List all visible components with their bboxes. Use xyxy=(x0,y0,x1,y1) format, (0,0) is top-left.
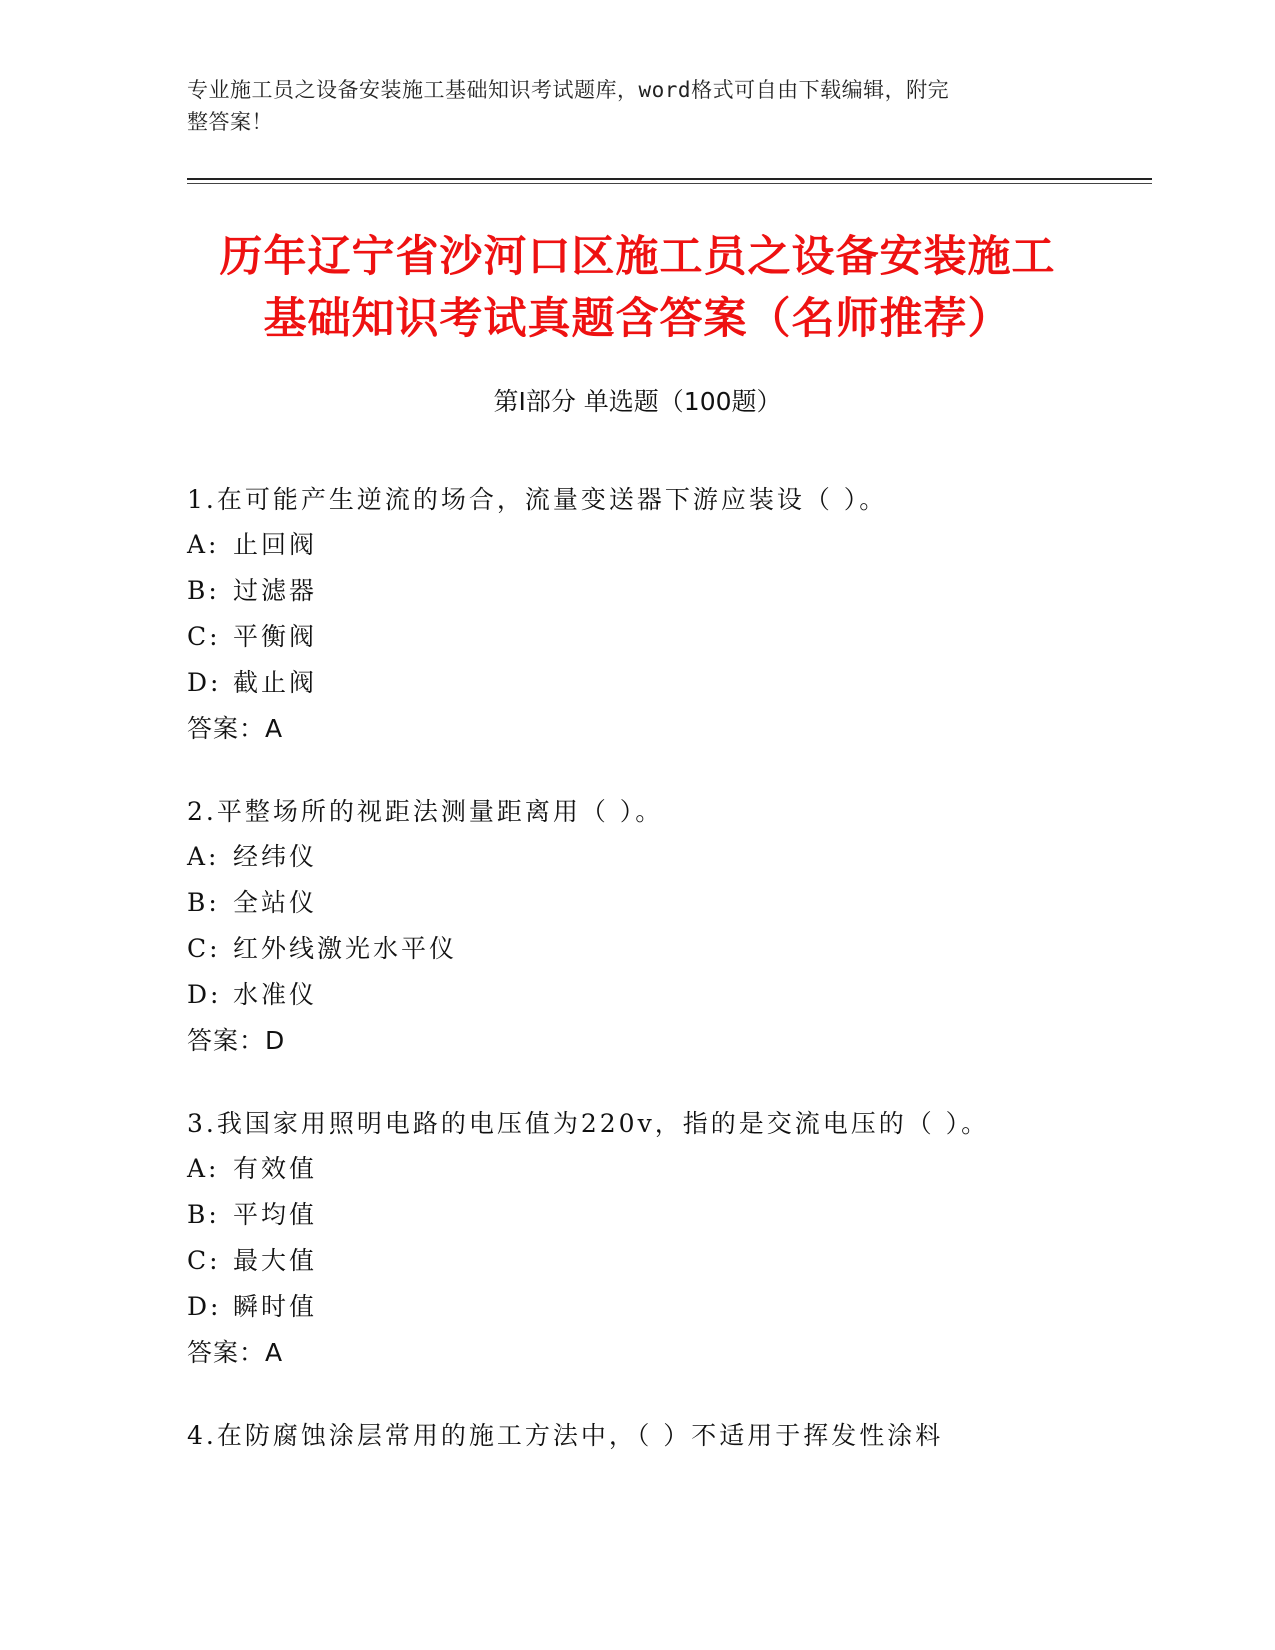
option-text: 经纬仪 xyxy=(233,842,318,871)
option-letter: B: xyxy=(187,576,220,605)
option-text: 瞬时值 xyxy=(233,1292,318,1321)
option-text: 止回阀 xyxy=(233,530,318,559)
option-d xyxy=(187,660,1147,706)
option-b xyxy=(187,1192,1147,1238)
option-d xyxy=(187,1284,1147,1330)
option-b xyxy=(187,568,1147,614)
option-letter: B: xyxy=(187,1200,220,1229)
option-a xyxy=(187,834,1147,880)
answer-line: 答案：D xyxy=(187,1026,286,1055)
question-3 xyxy=(187,1102,1147,1376)
document-title-line-1: 历年辽宁省沙河口区施工员之设备安装施工 xyxy=(219,232,1056,282)
question-stem: 2.平整场所的视距法测量距离用（ ）。 xyxy=(187,797,664,826)
option-c xyxy=(187,926,1147,972)
option-letter: D: xyxy=(187,668,222,697)
question-list xyxy=(187,478,1147,1496)
option-letter: A: xyxy=(187,842,220,871)
option-letter: C: xyxy=(187,622,221,651)
header-divider-thin xyxy=(187,183,1152,184)
option-letter: A: xyxy=(187,1154,220,1183)
option-b xyxy=(187,880,1147,926)
option-text: 红外线激光水平仪 xyxy=(233,934,458,963)
option-letter: C: xyxy=(187,1246,221,1275)
question-2 xyxy=(187,790,1147,1064)
option-letter: A: xyxy=(187,530,220,559)
question-1 xyxy=(187,478,1147,752)
section-heading: 第Ⅰ部分 单选题（100题） xyxy=(493,387,782,416)
option-letter: C: xyxy=(187,934,221,963)
option-letter: B: xyxy=(187,888,220,917)
document-title-line-2: 基础知识考试真题含答案（名师推荐） xyxy=(263,294,1012,344)
option-c xyxy=(187,1238,1147,1284)
option-d xyxy=(187,972,1147,1018)
option-letter: D: xyxy=(187,980,222,1009)
header-note-line-1: 专业施工员之设备安装施工基础知识考试题库，word格式可自由下载编辑，附完 xyxy=(187,78,950,102)
option-text: 过滤器 xyxy=(233,576,318,605)
option-text: 平衡阀 xyxy=(233,622,318,651)
answer-line: 答案：A xyxy=(187,714,284,743)
option-text: 截止阀 xyxy=(233,668,318,697)
option-text: 有效值 xyxy=(233,1154,318,1183)
header-note xyxy=(187,74,1067,138)
question-stem: 3.我国家用照明电路的电压值为220v，指的是交流电压的（ ）。 xyxy=(187,1109,990,1138)
option-a xyxy=(187,1146,1147,1192)
option-a xyxy=(187,522,1147,568)
option-text: 平均值 xyxy=(233,1200,318,1229)
option-text: 水准仪 xyxy=(233,980,318,1009)
question-stem: 4.在防腐蚀涂层常用的施工方法中，（ ）不适用于挥发性涂料 xyxy=(187,1421,944,1450)
question-4 xyxy=(187,1414,1147,1458)
option-text: 全站仪 xyxy=(233,888,318,917)
document-title xyxy=(150,226,1125,350)
option-c xyxy=(187,614,1147,660)
option-letter: D: xyxy=(187,1292,222,1321)
header-divider-thick xyxy=(187,178,1152,180)
answer-line: 答案：A xyxy=(187,1338,284,1367)
option-text: 最大值 xyxy=(233,1246,318,1275)
header-note-line-2: 整答案！ xyxy=(187,110,273,134)
question-stem: 1.在可能产生逆流的场合，流量变送器下游应装设（ ）。 xyxy=(187,485,888,514)
